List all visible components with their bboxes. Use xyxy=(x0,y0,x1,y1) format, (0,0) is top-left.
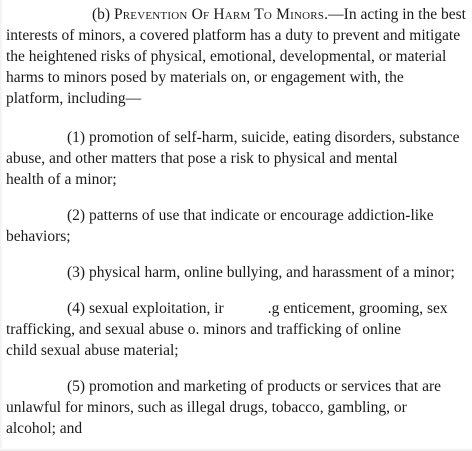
item-4-line-1-end: .g enticement, grooming, sex xyxy=(267,300,448,317)
item-5-line-1: (5) promotion and marketing of products or services that are xyxy=(67,378,442,395)
section-b-text-1: —In acting in the best xyxy=(328,6,466,23)
section-b-paragraph xyxy=(6,4,468,109)
item-4-paragraph xyxy=(6,298,468,361)
item-4-line-1 xyxy=(6,298,468,319)
item-4-line-2-end: . minors and trafficking of online xyxy=(195,321,402,338)
item-2-line-1: (2) patterns of use that indicate or encourage addiction-like xyxy=(67,207,434,224)
section-b-heading: Prevention Of Harm To Minors. xyxy=(113,6,329,23)
item-2-line-2: behaviors; xyxy=(6,228,71,245)
item-4-line-2-start: trafficking, and sexual abuse o xyxy=(6,321,196,338)
item-5-line-2: unlawful for minors, such as illegal drugs, tobacco, gambling, or xyxy=(6,399,407,416)
section-b-line-4: harms to minors posed by materials on, or engagement with, the xyxy=(6,69,404,86)
item-1-paragraph xyxy=(6,127,468,190)
item-4-line-1-start: (4) sexual exploitation, ir xyxy=(67,300,224,317)
section-b-line-1 xyxy=(6,4,468,25)
item-5-line-3: alcohol; and xyxy=(6,420,83,437)
section-b-line-3: the heightened risks of physical, emotional, developmental, or material xyxy=(6,48,447,65)
section-b-line-2: interests of minors, a covered platform has a duty to prevent and mitigate xyxy=(6,27,461,44)
item-3-line-1: (3) physical harm, online bullying, and harassment of a minor; xyxy=(67,264,455,281)
item-1-line-2: abuse, and other matters that pose a risk to physical and mental xyxy=(6,150,398,167)
item-1-line-1: (1) promotion of self-harm, suicide, eating disorders, substance xyxy=(67,129,460,146)
item-4-line-3: child sexual abuse material; xyxy=(6,342,179,359)
item-2-paragraph xyxy=(6,205,468,247)
page-edge-shadow-left xyxy=(0,0,3,451)
item-1-line-3: health of a minor; xyxy=(6,171,117,188)
item-5-paragraph xyxy=(6,376,468,439)
section-b-line-5: platform, including— xyxy=(6,90,142,107)
section-b-label: (b) xyxy=(92,6,114,23)
item-3-paragraph xyxy=(6,262,468,283)
item-4-line-2 xyxy=(6,319,468,340)
